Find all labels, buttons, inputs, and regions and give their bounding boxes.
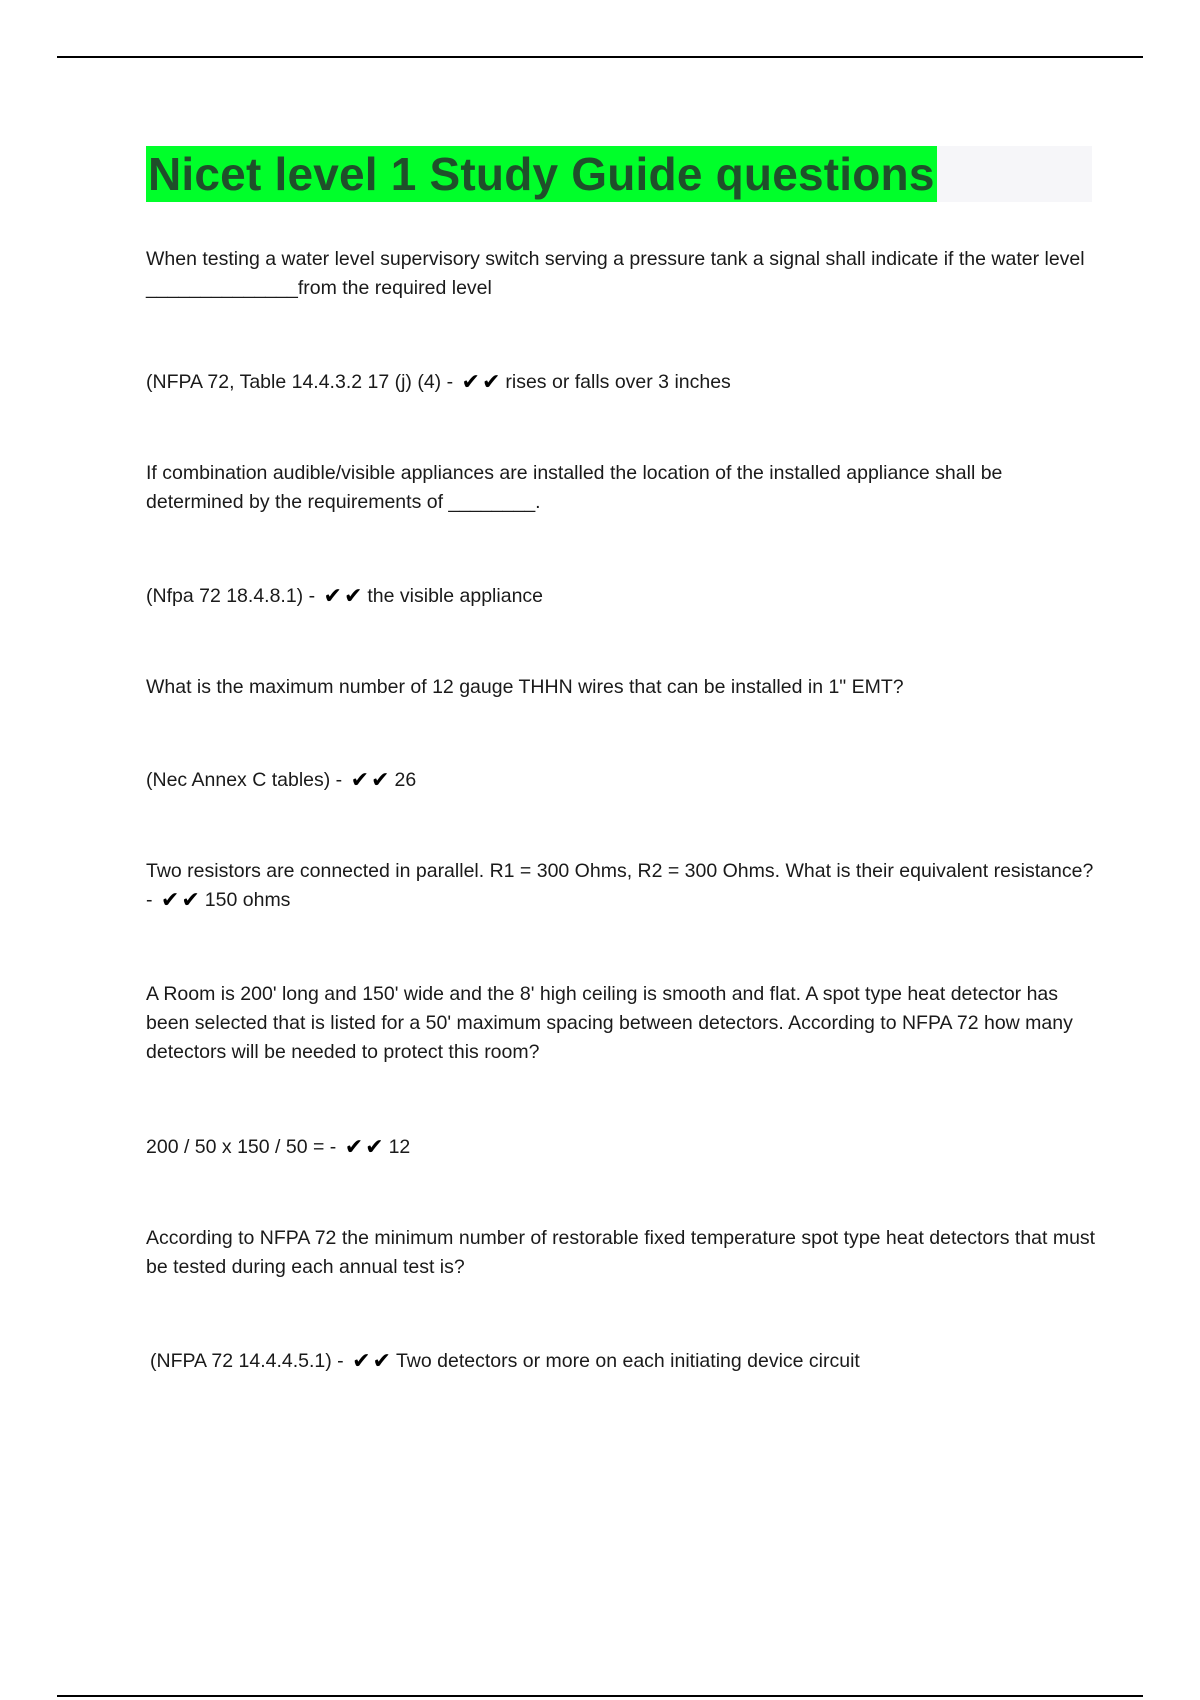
answer-text: the visible appliance	[367, 585, 544, 607]
question-1	[146, 245, 1096, 303]
double-check-icon: ✔✔	[461, 369, 503, 394]
question-text: Two resistors are connected in parallel. R1 = 300 Ohms, R2 = 300 Ohms. What is their equivalent resistance? -	[146, 860, 1094, 911]
question-2	[146, 459, 1096, 517]
answer-text: 26	[394, 769, 417, 791]
answer-text: 12	[388, 1136, 411, 1158]
title-bar	[146, 146, 1092, 202]
answer-reference: (NFPA 72, Table 14.4.3.2 17 (j) (4) -	[146, 371, 454, 393]
question-6	[146, 1224, 1096, 1282]
answer-5	[146, 1133, 1096, 1162]
question-answer-4	[146, 857, 1096, 915]
answer-text: rises or falls over 3 inches	[505, 371, 731, 393]
answer-reference: (Nfpa 72 18.4.8.1) -	[146, 585, 316, 607]
answer-reference: 200 / 50 x 150 / 50 = -	[146, 1136, 337, 1158]
question-text: According to NFPA 72 the minimum number of restorable fixed temperature spot type heat detectors that must be tested during each annual test is?	[146, 1227, 1096, 1278]
question-text: When testing a water level supervisory switch serving a pressure tank a signal shall indicate if the water level ______________from the required level	[146, 248, 1085, 299]
answer-text: 150 ohms	[204, 889, 291, 911]
answer-6	[150, 1347, 1100, 1376]
question-text: A Room is 200' long and 150' wide and the 8' high ceiling is smooth and flat. A spot type heat detector has been selected that is listed for a 50' maximum spacing between detectors. According to NFPA 72 how many detectors will be needed to protect this room?	[146, 983, 1073, 1063]
double-check-icon: ✔✔	[344, 1134, 386, 1159]
question-text: If combination audible/visible appliances are installed the location of the installed appliance shall be determined by the requirements of ________.	[146, 462, 1003, 513]
answer-reference: (NFPA 72 14.4.4.5.1) -	[150, 1350, 344, 1372]
double-check-icon: ✔✔	[160, 887, 202, 912]
page-title: Nicet level 1 Study Guide questions	[148, 148, 935, 200]
double-check-icon: ✔✔	[323, 583, 365, 608]
top-rule	[57, 56, 1143, 58]
bottom-rule	[57, 1695, 1143, 1697]
question-3	[146, 673, 1096, 702]
question-5	[146, 980, 1096, 1067]
question-text: What is the maximum number of 12 gauge THHN wires that can be installed in 1" EMT?	[146, 676, 904, 698]
answer-text: Two detectors or more on each initiating device circuit	[395, 1350, 860, 1372]
answer-2	[146, 582, 1096, 611]
double-check-icon: ✔✔	[350, 767, 392, 792]
answer-3	[146, 766, 1096, 795]
answer-1	[146, 368, 1096, 397]
answer-reference: (Nec Annex C tables) -	[146, 769, 343, 791]
double-check-icon: ✔✔	[352, 1348, 393, 1373]
